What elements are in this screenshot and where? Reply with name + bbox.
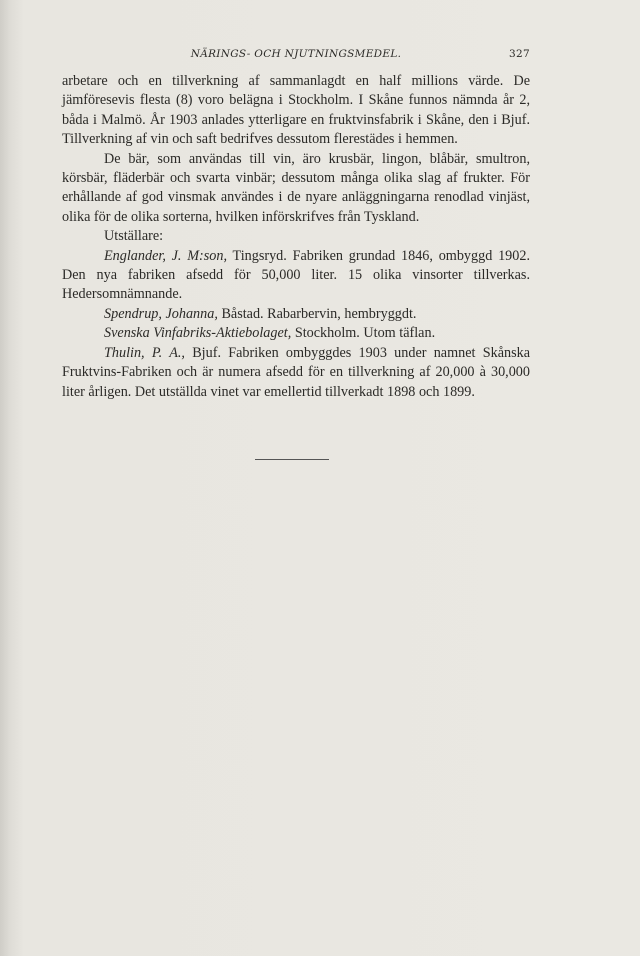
exhibitor-entry: [62, 305, 530, 324]
body-text: [62, 72, 530, 402]
exhibitor-entry: [62, 324, 530, 343]
exhibitor-text: Tingsryd. Fabriken grundad 1846, ombyggd 1902. Den nya fabriken afsedd för 50,000 liter. 15 olika vinsorter tillverkas. Hedersomnämnande.: [62, 247, 530, 303]
exhibitor-text: Båstad. Rabarbervin, hembryggdt.: [221, 305, 417, 322]
page-number: 327: [509, 48, 530, 60]
running-title: NÄRINGS- OCH NJUTNINGSMEDEL.: [190, 48, 402, 60]
exhibitor-text: Stockholm. Utom täflan.: [294, 325, 436, 342]
section-divider: [255, 459, 329, 460]
paragraph: arbetare och en tillverkning af sammanlagdt en half millions värde. De jämföresevis flesta (8) voro belägna i Stockholm. I Skåne funnos nämnda år 2, båda i Malmö. År 1903 anlades ytterligare en fruktvinsfabrik i Skåne, den i Bjuf. Tillverkning af vin och saft bedrifves dessutom flerestädes i hemmen.: [62, 73, 530, 148]
exhibitor-entry: [62, 344, 530, 402]
exhibitor-name: Spendrup, Johanna,: [104, 305, 218, 322]
paragraph: De bär, som användas till vin, äro krusbär, lingon, blåbär, smultron, körsbär, fläderbär och svarta vinbär; dessutom många olika slag af frukter. För erhållande af god vinsmak användes i de nyare anläggningarna renodlad vinjäst, olika för de olika sorterna, hvilken införskrifves från Tyskland.: [62, 150, 530, 225]
exhibitor-text: Bjuf. Fabriken ombyggdes 1903 under namnet Skånska Fruktvins-Fabriken och är numera afsedd för en tillverkning af 20,000 à 30,000 liter årligen. Det utställda vinet var emellertid tillverkadt 1898 och 1899.: [62, 344, 530, 400]
exhibitor-name: Thulin, P. A.,: [104, 344, 185, 361]
exhibitor-entry: [62, 247, 530, 305]
exhibitor-name: Svenska Vinfabriks-Aktiebolaget,: [104, 325, 292, 342]
exhibitor-name: Englander, J. M:son,: [104, 247, 228, 264]
exhibitors-heading: Utställare:: [104, 228, 164, 245]
running-header: [62, 48, 530, 66]
